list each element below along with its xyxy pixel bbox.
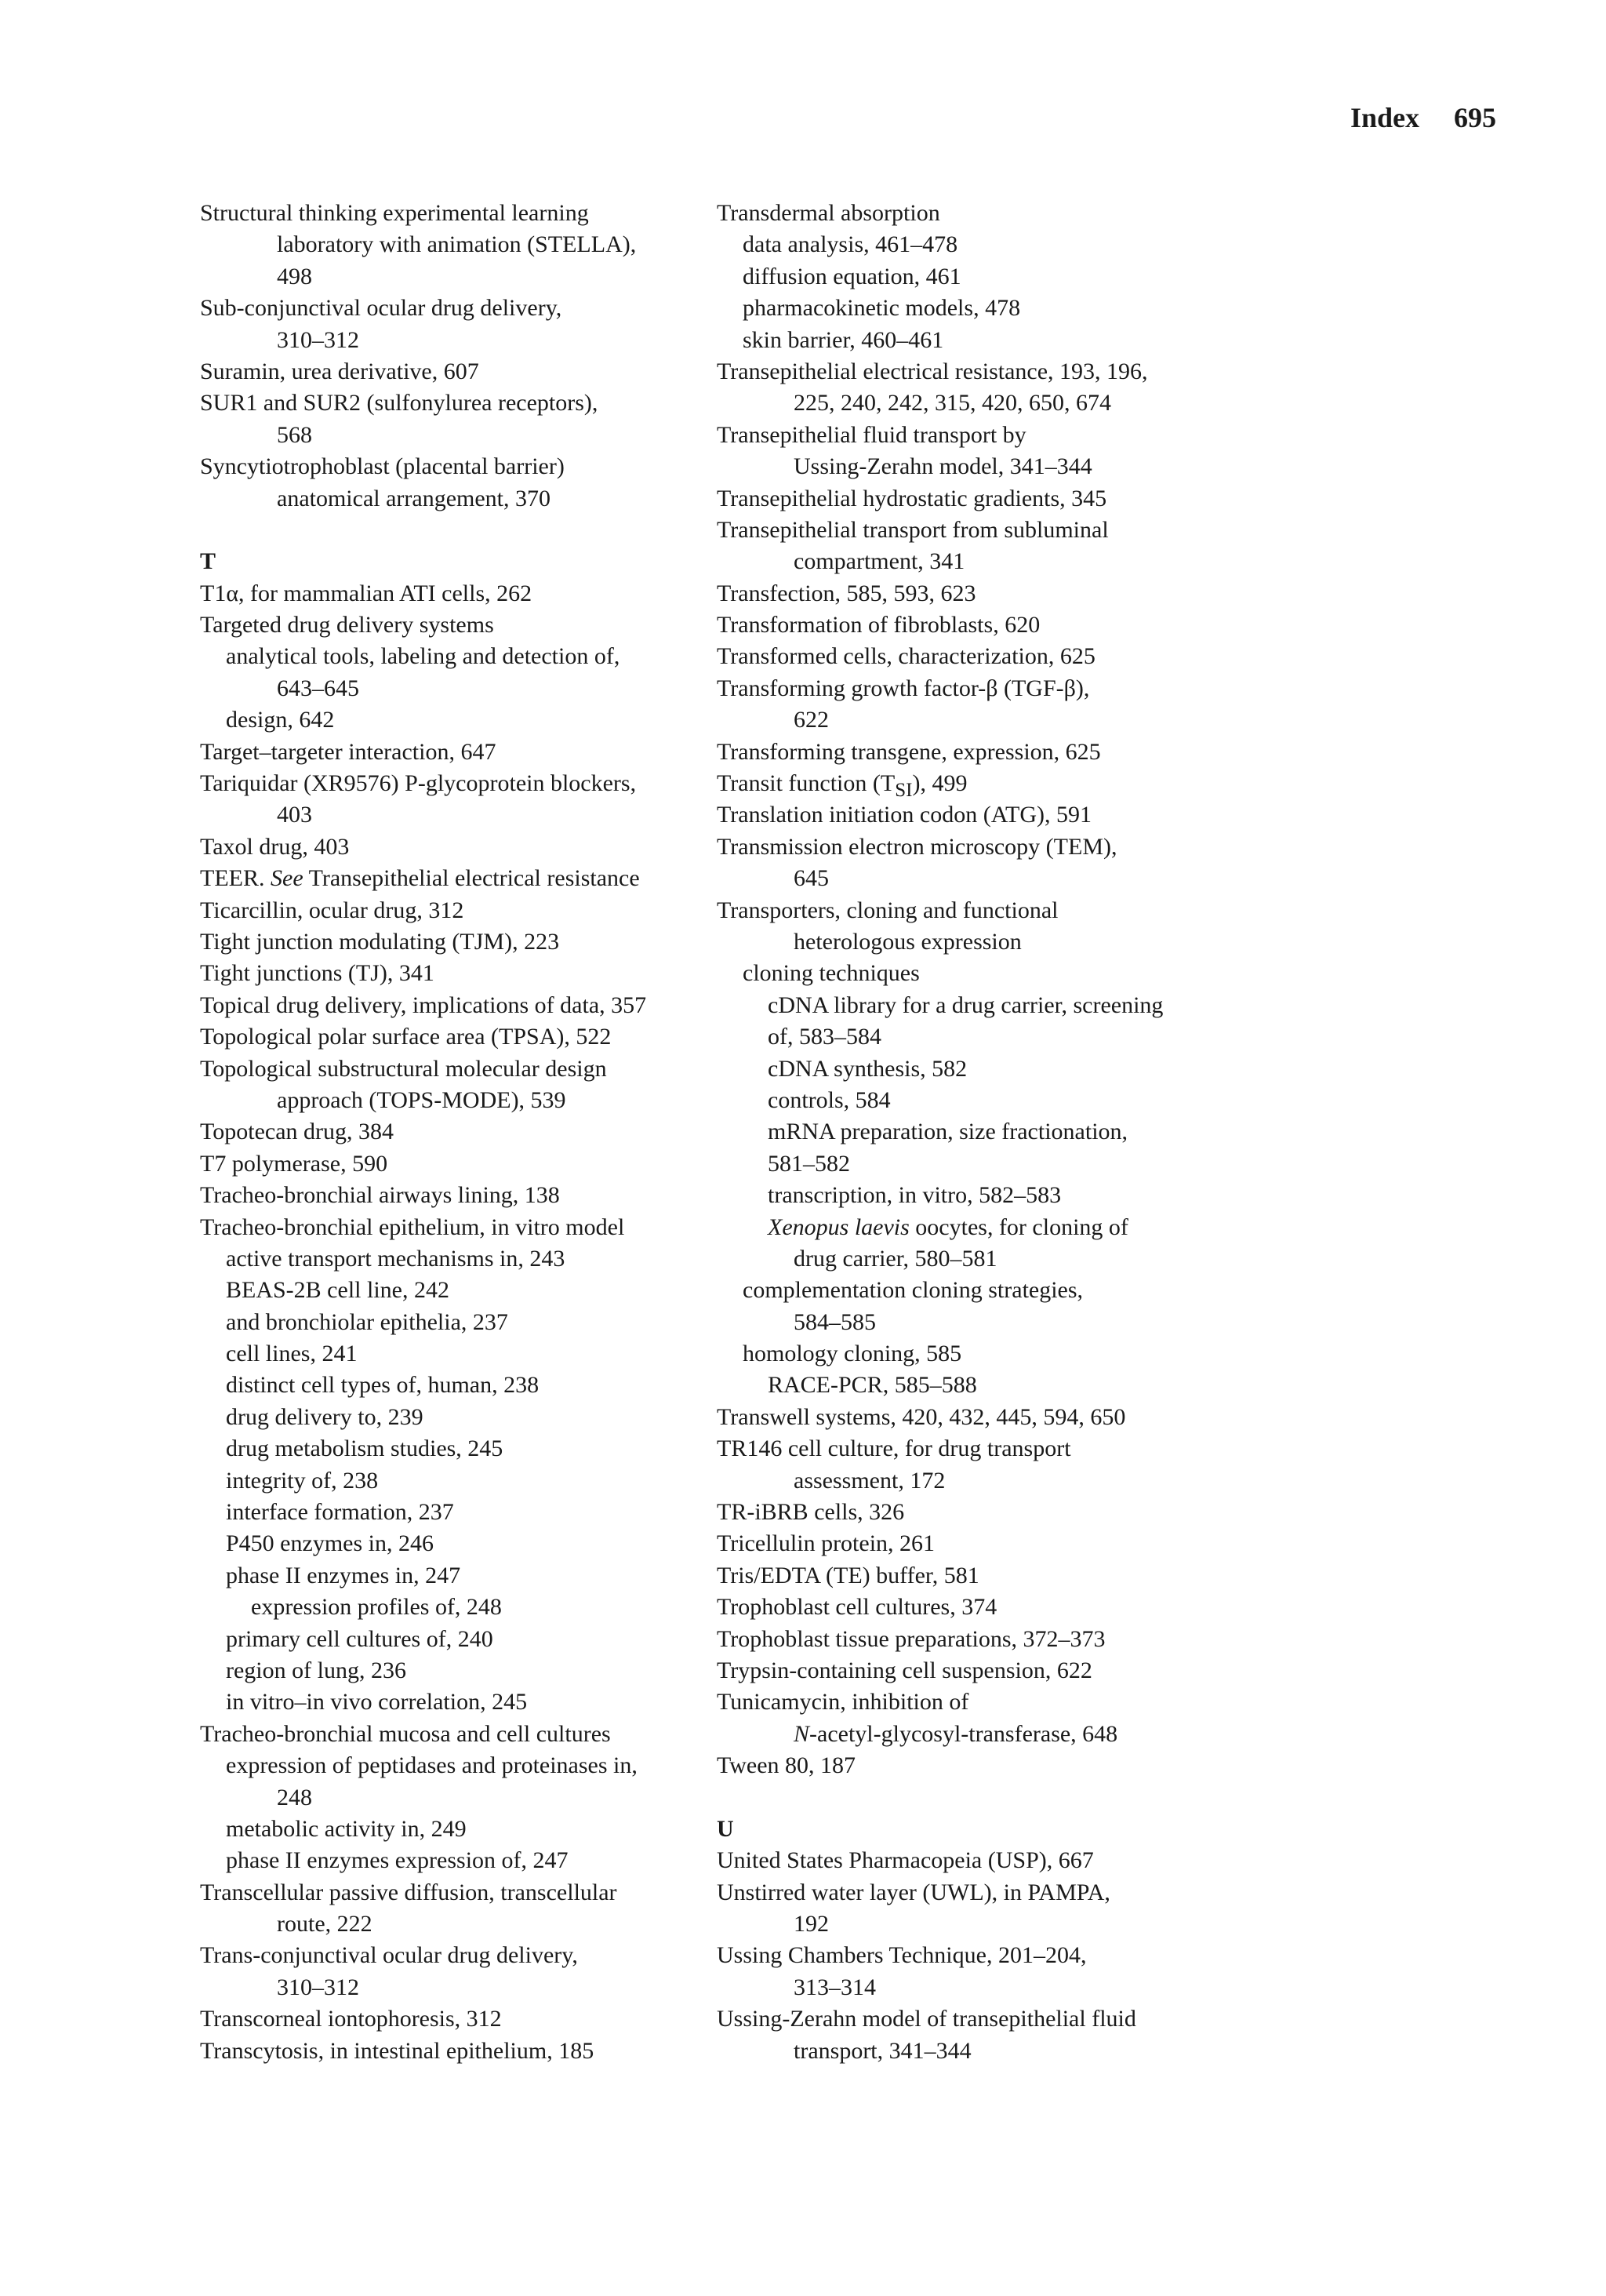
entry-text: Transmission electron microscopy (TEM), [717,833,1117,860]
index-entry [200,1908,702,1940]
entry-text: Suramin, urea derivative, 607 [200,358,479,384]
index-entry [717,990,1266,1021]
index-entry [717,1719,1266,1750]
index-entry [200,1655,702,1687]
index-entry [200,388,702,419]
entry-text: 584–585 [794,1308,876,1335]
page-number: 695 [1454,102,1496,133]
entry-text: in vitro–in vivo correlation, 245 [226,1689,528,1716]
entry-text: Ticarcillin, ocular drug, 312 [200,897,464,923]
index-entry [200,737,702,768]
index-entry [717,1908,1266,1940]
entry-text: P450 enzymes in, 246 [226,1530,434,1557]
index-entry [717,1624,1266,1655]
entry-text: Ussing Chambers Technique, 201–204, [717,1942,1087,1969]
index-entry [200,1972,702,2003]
entry-text: assessment, 172 [794,1467,946,1494]
entry-text: metabolic activity in, 249 [226,1815,467,1842]
entry-text: Transporters, cloning and functional [717,897,1059,923]
entry-text: Ussing-Zerahn model, 341–344 [794,453,1092,480]
index-entry [200,2036,702,2067]
index-entry [200,1782,702,1814]
entry-text: approach (TOPS-MODE), 539 [277,1086,566,1113]
index-entry [200,1370,702,1401]
index-entry [200,198,702,229]
entry-text: RACE-PCR, 585–588 [768,1372,977,1399]
entry-text: transcription, in vitro, 582–583 [768,1182,1062,1209]
entry-text: 403 [277,802,312,828]
index-entry [717,483,1266,515]
index-entry [200,1940,702,1971]
index-entry [200,863,702,894]
index-entry [717,356,1266,388]
entry-text: anatomical arrangement, 370 [277,485,551,511]
entry-text: drug delivery to, 239 [226,1403,423,1430]
index-entry [717,546,1266,577]
index-entry [717,737,1266,768]
index-letter-heading [717,1814,1266,1845]
index-entry [717,1307,1266,1338]
index-entry [200,1433,702,1465]
entry-text: Tight junctions (TJ), 341 [200,960,434,987]
index-entry [717,641,1266,672]
entry-text: BEAS-2B cell line, 242 [226,1277,449,1304]
index-entry [200,768,702,799]
entry-text: Transformed cells, characterization, 625 [717,643,1095,670]
entry-text-rest: oocytes, for cloning of [909,1213,1128,1240]
index-entry [200,1528,702,1559]
index-entry [717,2036,1266,2067]
entry-subscript: SI [895,780,913,802]
index-entry [717,2003,1266,2035]
entry-text: T [200,548,216,575]
entry-text: complementation cloning strategies, [743,1277,1084,1304]
entry-text: TR146 cell culture, for drug transport [717,1435,1071,1462]
entry-text: Tricellulin protein, 261 [717,1530,936,1557]
entry-text: Taxol drug, 403 [200,833,350,860]
index-column-right [717,198,1266,2067]
entry-text: Transdermal absorption [717,200,940,226]
entry-text: Tween 80, 187 [717,1752,856,1779]
entry-text: Xenopus laevis [768,1213,910,1240]
index-entry [717,926,1266,958]
index-entry [200,609,702,641]
index-entry [200,958,702,989]
index-entry [717,1560,1266,1592]
index-entry [200,1085,702,1116]
index-entry [717,1212,1266,1243]
entry-text: Transfection, 585, 593, 623 [717,580,976,606]
entry-text: homology cloning, 585 [743,1341,962,1367]
entry-text: region of lung, 236 [226,1657,406,1683]
entry-text: cell lines, 241 [226,1341,358,1367]
entry-text: Topotecan drug, 384 [200,1119,394,1145]
entry-text: heterologous expression [794,928,1022,955]
section-title: Index [1350,102,1419,133]
entry-text: Unstirred water layer (UWL), in PAMPA, [717,1879,1110,1905]
entry-text: drug metabolism studies, 245 [226,1435,503,1462]
entry-text: controls, 584 [768,1086,891,1113]
index-entry [200,1243,702,1275]
entry-text: Sub-conjunctival ocular drug delivery, [200,295,562,322]
entry-text: data analysis, 461–478 [743,231,958,258]
index-entry [717,451,1266,482]
entry-text-rest: ), 499 [912,770,968,797]
index-entry [717,1243,1266,1275]
running-header [1350,102,1496,133]
see-reference: See [271,865,303,892]
index-entry [717,831,1266,863]
entry-text: Transforming transgene, expression, 625 [717,738,1101,765]
entry-text: Trophoblast cell cultures, 374 [717,1594,997,1621]
entry-text: Topical drug delivery, implications of data, 357 [200,992,647,1018]
index-entry [717,1402,1266,1433]
index-entry [717,229,1266,260]
entry-text: and bronchiolar epithelia, 237 [226,1308,508,1335]
index-entry [717,578,1266,609]
entry-text: Transcytosis, in intestinal epithelium, 185 [200,2037,594,2064]
entry-text: 643–645 [277,675,359,701]
index-entry [717,1053,1266,1085]
index-entry [200,1845,702,1876]
entry-text: cloning techniques [743,960,920,987]
index-entry [200,1877,702,1908]
index-entry [717,1085,1266,1116]
entry-text: Ussing-Zerahn model of transepithelial fluid [717,2006,1136,2032]
entry-text: pharmacokinetic models, 478 [743,295,1021,322]
index-entry [200,1116,702,1148]
entry-text: diffusion equation, 461 [743,263,961,289]
entry-text: Targeted drug delivery systems [200,612,494,639]
entry-text: analytical tools, labeling and detection of, [226,643,620,670]
index-entry [200,673,702,704]
entry-text: 581–582 [768,1150,850,1177]
index-entry [200,1053,702,1085]
entry-text: United States Pharmacopeia (USP), 667 [717,1847,1094,1874]
index-entry [717,768,1266,802]
section-spacer [717,1782,1266,1814]
entry-text: mRNA preparation, size fractionation, [768,1119,1128,1145]
index-entry [717,1338,1266,1370]
index-entry [200,229,702,260]
entry-text: Tracheo-bronchial airways lining, 138 [200,1182,560,1209]
index-entry [200,990,702,1021]
entry-text: Transepithelial hydrostatic gradients, 345 [717,485,1107,511]
entry-text: cDNA library for a drug carrier, screening [768,992,1164,1018]
index-entry [717,1592,1266,1623]
index-entry [200,926,702,958]
entry-text: Transit function (T [717,770,896,797]
entry-text: skin barrier, 460–461 [743,326,944,353]
index-entry [200,293,702,324]
index-entry [717,1465,1266,1497]
section-spacer [200,515,702,546]
entry-text: interface formation, 237 [226,1499,454,1526]
entry-text: U [717,1815,734,1842]
entry-text: Trophoblast tissue preparations, 372–373 [717,1625,1106,1652]
index-entry [200,1275,702,1306]
index-entry [717,1972,1266,2003]
index-entry [717,325,1266,356]
index-entry [200,1814,702,1845]
entry-text: phase II enzymes expression of, 247 [226,1847,569,1874]
entry-text: 622 [794,707,829,733]
entry-text: Transcellular passive diffusion, transcellular [200,1879,617,1905]
index-entry [200,1560,702,1592]
index-entry [717,1021,1266,1053]
entry-text: T7 polymerase, 590 [200,1150,388,1177]
index-entry [200,2003,702,2035]
entry-text: Transformation of fibroblasts, 620 [717,612,1041,639]
index-entry [200,420,702,451]
index-entry [717,1180,1266,1211]
index-entry [717,198,1266,229]
index-entry [200,641,702,672]
entry-text: Target–targeter interaction, 647 [200,738,496,765]
entry-text: phase II enzymes in, 247 [226,1562,461,1588]
entry-text-rest: -acetyl-glycosyl-transferase, 648 [809,1720,1118,1747]
index-entry [717,1497,1266,1528]
entry-text: Tris/EDTA (TE) buffer, 581 [717,1562,979,1588]
index-entry [200,799,702,831]
index-entry [717,1148,1266,1180]
entry-text: TEER. [200,865,265,892]
entry-text: Structural thinking experimental learning [200,200,589,226]
entry-text: Tracheo-bronchial epithelium, in vitro model [200,1213,625,1240]
entry-text: Tracheo-bronchial mucosa and cell cultures [200,1720,611,1747]
index-entry [717,1275,1266,1306]
index-entry [717,1845,1266,1876]
entry-text: Transepithelial electrical resistance, 193, 196, [717,358,1148,384]
entry-text: SUR1 and SUR2 (sulfonylurea receptors), [200,390,598,417]
entry-text: 225, 240, 242, 315, 420, 650, 674 [794,390,1111,417]
index-entry [717,1750,1266,1781]
index-entry [717,420,1266,451]
entry-text: Transforming growth factor-β (TGF-β), [717,675,1090,701]
index-entry [200,1148,702,1180]
index-entry [200,483,702,515]
index-entry [717,799,1266,831]
index-entry [200,1592,702,1623]
entry-text: integrity of, 238 [226,1467,379,1494]
index-entry [717,1370,1266,1401]
entry-text: Translation initiation codon (ATG), 591 [717,802,1092,828]
entry-text: compartment, 341 [794,548,965,575]
entry-text: Tariquidar (XR9576) P-glycoprotein blockers, [200,770,637,797]
entry-text: 313–314 [794,1974,876,2000]
index-entry [717,261,1266,293]
index-entry [200,1212,702,1243]
index-entry [200,1624,702,1655]
entry-text: Tight junction modulating (TJM), 223 [200,928,560,955]
entry-text: Transepithelial fluid transport by [717,421,1026,448]
entry-text: expression of peptidases and proteinases in, [226,1752,638,1779]
index-entry [200,704,702,736]
entry-text: active transport mechanisms in, 243 [226,1245,565,1272]
index-entry [200,895,702,926]
index-entry [717,863,1266,894]
index-entry [717,704,1266,736]
index-entry [717,1528,1266,1559]
entry-text: route, 222 [277,1911,372,1938]
entry-text: Syncytiotrophoblast (placental barrier) [200,453,565,480]
index-entry [200,1180,702,1211]
index-entry [200,1687,702,1718]
index-entry [717,388,1266,419]
index-entry [200,1719,702,1750]
index-column-left [200,198,702,2067]
index-entry [717,515,1266,546]
entry-text: Transwell systems, 420, 432, 445, 594, 650 [717,1403,1126,1430]
entry-text-rest: Transepithelial electrical resistance [308,865,640,892]
index-entry [717,1116,1266,1148]
entry-text: transport, 341–344 [794,2037,972,2064]
entry-text: Topological polar surface area (TPSA), 522 [200,1024,612,1050]
index-entry [717,1687,1266,1718]
entry-text: T1α, for mammalian ATI cells, 262 [200,580,532,606]
index-entry [717,958,1266,989]
entry-text: 310–312 [277,326,359,353]
entry-text: N [794,1720,810,1747]
entry-text: 498 [277,263,312,289]
entry-text: Transepithelial transport from subluminal [717,516,1109,543]
entry-text: TR-iBRB cells, 326 [717,1499,905,1526]
entry-text: Trypsin-containing cell suspension, 622 [717,1657,1092,1683]
index-entry [200,1497,702,1528]
entry-text: Tunicamycin, inhibition of [717,1689,969,1716]
index-entry [200,1465,702,1497]
entry-text: 645 [794,865,829,892]
entry-text: Transcorneal iontophoresis, 312 [200,2006,502,2032]
entry-text: cDNA synthesis, 582 [768,1055,968,1082]
entry-text: 310–312 [277,1974,359,2000]
index-entry [200,1338,702,1370]
entry-text: expression profiles of, 248 [251,1594,502,1621]
index-entry [200,1402,702,1433]
index-entry [717,1940,1266,1971]
index-entry [717,673,1266,704]
index-entry [200,356,702,388]
entry-text: of, 583–584 [768,1024,881,1050]
entry-text: laboratory with animation (STELLA), [277,231,637,258]
index-entry [200,325,702,356]
entry-text: primary cell cultures of, 240 [226,1625,493,1652]
index-entry [200,451,702,482]
index-letter-heading [200,546,702,577]
index-entry [717,1877,1266,1908]
index-entry [200,1307,702,1338]
index-entry [717,293,1266,324]
index-entry [200,1021,702,1053]
index-entry [717,1655,1266,1687]
entry-text: drug carrier, 580–581 [794,1245,997,1272]
index-entry [717,895,1266,926]
index-entry [717,1433,1266,1465]
entry-text: 192 [794,1911,829,1938]
index-entry [717,609,1266,641]
index-entry [200,831,702,863]
entry-text: design, 642 [226,707,335,733]
index-entry [200,578,702,609]
entry-text: Trans-conjunctival ocular drug delivery, [200,1942,578,1969]
entry-text: 248 [277,1784,312,1810]
entry-text: 568 [277,421,312,448]
index-entry [200,261,702,293]
entry-text: distinct cell types of, human, 238 [226,1372,540,1399]
index-entry [200,1750,702,1781]
entry-text: Topological substructural molecular design [200,1055,607,1082]
